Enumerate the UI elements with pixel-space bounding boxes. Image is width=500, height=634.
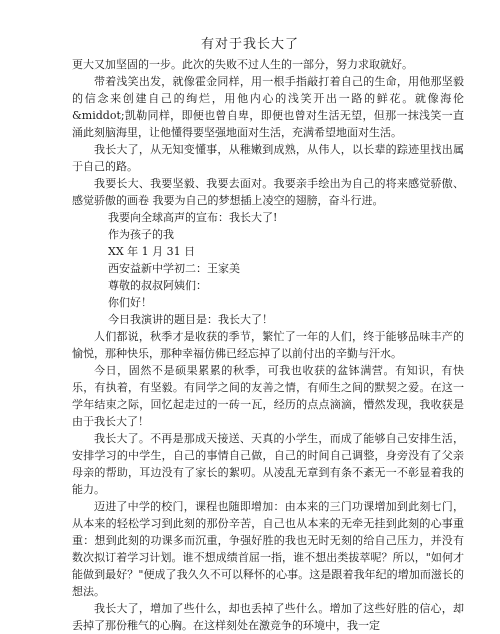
paragraph: 今日我演讲的题目是：我长大了！: [108, 313, 273, 326]
paragraph: 西安益新中学初二：王家美: [108, 262, 240, 275]
document-title: 有对于我长大了: [200, 37, 299, 52]
paragraph: 我长大了。不再是那成天接送、天真的小学生，而成了能够自己安排生活，安排学习的中学生，自己的事情自己做，自己的时间自己调整，身旁没有了父亲母亲的帮助，耳边没有了家长的絮叨。从凌乱无章到有条不紊无一不彰显着我的能力。: [72, 432, 464, 496]
paragraph: 我长大了，增加了些什么，却也丢掉了些什么。增加了这些好胜的信心，却丢掉了那份稚气的心胸。在这样刻处在激竞争的环境中，我一定: [72, 602, 464, 632]
paragraph: 你们好！: [108, 296, 152, 309]
document-body: [72, 56, 464, 634]
paragraph: 带着浅笑出发，就像霍金同样，用一根手指敲打着自己的生命，用他那坚毅的信念来创建自己的绚烂，用他内心的浅笑开出一路的鲜花。就像海伦&middot;凯勒同样，即便也曾自卑，即便也曾对生活无望，但那一抹浅笑一直涌此刻脑海里，让他懂得要坚强地面对生活，充满希望地面对生活。: [72, 75, 464, 139]
paragraph: 我长大了，从无知变懂事，从稚嫩到成熟，从伟人，以长辈的踪迹里找出属于自己的路。: [72, 143, 464, 173]
paragraph: 人们都说，秋季才是收获的季节，繁忙了一年的人们，终于能够品味丰产的愉悦，那种快乐，那种幸福仿佛已经忘掉了以前付出的辛勤与汗水。: [72, 330, 464, 360]
paragraph: 我要向全球高声的宣布：我长大了!: [108, 211, 278, 224]
paragraph: 尊敬的叔叔阿姨们：: [108, 279, 207, 292]
paragraph: 我要长大、我要坚毅、我要去面对。我要亲手绘出为自己的将来感觉骄傲、感觉骄傲的画卷 我要为自己的梦想插上凌空的翅膀，奋斗行进。: [72, 177, 464, 207]
paragraph: 今日，固然不是硕果累累的秋季，可我也收获的盆钵满营。有知识，有快乐，有执着，有坚毅。有同学之间的友善之情，有师生之间的默契之爱。在这一学年结束之际，回忆起走过的一砖一瓦，经历的点点滴滴，懵然发现，我收获是由于我长大了！: [72, 364, 464, 428]
paragraph: XX 年 1 月 31 日: [108, 245, 196, 258]
paragraph: 作为孩子的我: [108, 228, 174, 241]
paragraph: 迈进了中学的校门，课程也随即增加：由本来的三门功课增加到此刻七门，从本来的轻松学习到此刻的那份辛苦，自己也从本来的无牵无挂到此刻的心事重重：想到此刻的功课多而沉重，争强好胜的我也无时无刻的给自己压力，并没有数次拟订着学习计划。谁不想成绩首屈一指，谁不想出类拔萃呢？所以，"如何才能做到最好？"便成了我久久不可以释怀的心事。这是跟着我年纪的增加而滋长的想法。: [72, 500, 464, 598]
paragraph: 更大又加坚固的一步。此次的失败不过人生的一部分，努力求取就好。: [72, 58, 413, 71]
